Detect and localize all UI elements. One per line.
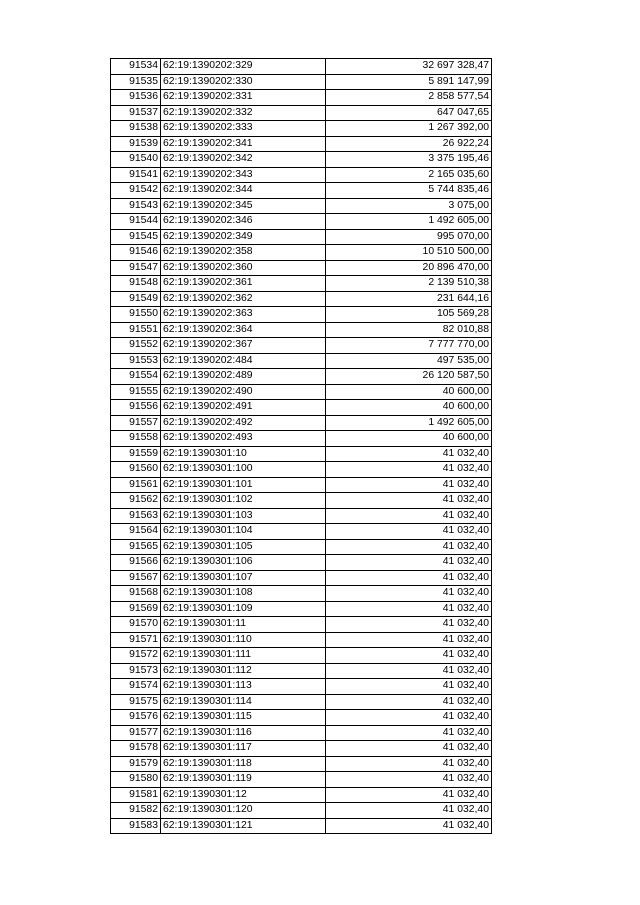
table-row [111, 307, 492, 323]
cadastral-number-cell: 62:19:1390301:116 [161, 725, 326, 741]
cadastral-value-cell: 41 032,40 [326, 586, 492, 602]
row-number-cell: 91577 [111, 725, 161, 741]
table-row [111, 276, 492, 292]
cadastral-value-cell: 5 744 835,46 [326, 183, 492, 199]
table-row [111, 121, 492, 137]
cadastral-value-cell: 41 032,40 [326, 710, 492, 726]
row-number-cell: 91557 [111, 415, 161, 431]
row-number-cell: 91546 [111, 245, 161, 261]
cadastral-value-cell: 41 032,40 [326, 679, 492, 695]
cadastral-number-cell: 62:19:1390202:489 [161, 369, 326, 385]
row-number-cell: 91573 [111, 663, 161, 679]
row-number-cell: 91542 [111, 183, 161, 199]
cadastral-number-cell: 62:19:1390202:491 [161, 400, 326, 416]
cadastral-number-cell: 62:19:1390301:101 [161, 477, 326, 493]
row-number-cell: 91535 [111, 74, 161, 90]
cadastral-number-cell: 62:19:1390301:111 [161, 648, 326, 664]
cadastral-value-cell: 41 032,40 [326, 524, 492, 540]
table-row [111, 539, 492, 555]
cadastral-number-cell: 62:19:1390301:10 [161, 446, 326, 462]
row-number-cell: 91539 [111, 136, 161, 152]
cadastral-value-cell: 26 120 587,50 [326, 369, 492, 385]
cadastral-number-cell: 62:19:1390301:112 [161, 663, 326, 679]
table-row [111, 570, 492, 586]
cadastral-number-cell: 62:19:1390301:102 [161, 493, 326, 509]
cadastral-number-cell: 62:19:1390301:109 [161, 601, 326, 617]
cadastral-value-cell: 647 047,65 [326, 105, 492, 121]
cadastral-number-cell: 62:19:1390202:492 [161, 415, 326, 431]
table-row [111, 756, 492, 772]
cadastral-value-cell: 2 858 577,54 [326, 90, 492, 106]
cadastral-value-cell: 5 891 147,99 [326, 74, 492, 90]
table-row [111, 710, 492, 726]
cadastral-number-cell: 62:19:1390301:105 [161, 539, 326, 555]
row-number-cell: 91576 [111, 710, 161, 726]
cadastral-value-cell: 105 569,28 [326, 307, 492, 323]
row-number-cell: 91564 [111, 524, 161, 540]
cadastral-number-cell: 62:19:1390202:345 [161, 198, 326, 214]
cadastral-value-cell: 231 644,16 [326, 291, 492, 307]
row-number-cell: 91558 [111, 431, 161, 447]
table-row [111, 601, 492, 617]
row-number-cell: 91562 [111, 493, 161, 509]
table-row [111, 772, 492, 788]
cadastral-number-cell: 62:19:1390301:104 [161, 524, 326, 540]
row-number-cell: 91551 [111, 322, 161, 338]
table-row [111, 152, 492, 168]
table-row [111, 694, 492, 710]
table-row [111, 167, 492, 183]
cadastral-value-cell: 82 010,88 [326, 322, 492, 338]
row-number-cell: 91579 [111, 756, 161, 772]
row-number-cell: 91567 [111, 570, 161, 586]
row-number-cell: 91537 [111, 105, 161, 121]
cadastral-number-cell: 62:19:1390202:343 [161, 167, 326, 183]
table-row [111, 787, 492, 803]
cadastral-value-cell: 41 032,40 [326, 539, 492, 555]
table-row [111, 632, 492, 648]
row-number-cell: 91555 [111, 384, 161, 400]
table-row [111, 493, 492, 509]
table-row [111, 725, 492, 741]
cadastral-value-cell: 20 896 470,00 [326, 260, 492, 276]
cadastral-number-cell: 62:19:1390301:12 [161, 787, 326, 803]
cadastral-value-cell: 41 032,40 [326, 787, 492, 803]
row-number-cell: 91578 [111, 741, 161, 757]
cadastral-value-cell: 7 777 770,00 [326, 338, 492, 354]
row-number-cell: 91560 [111, 462, 161, 478]
table-row [111, 679, 492, 695]
cadastral-value-table [110, 58, 492, 834]
row-number-cell: 91581 [111, 787, 161, 803]
cadastral-value-cell: 2 139 510,38 [326, 276, 492, 292]
table-row [111, 229, 492, 245]
cadastral-value-cell: 41 032,40 [326, 663, 492, 679]
cadastral-number-cell: 62:19:1390202:331 [161, 90, 326, 106]
cadastral-number-cell: 62:19:1390301:110 [161, 632, 326, 648]
row-number-cell: 91541 [111, 167, 161, 183]
cadastral-number-cell: 62:19:1390202:361 [161, 276, 326, 292]
cadastral-number-cell: 62:19:1390202:367 [161, 338, 326, 354]
cadastral-number-cell: 62:19:1390301:103 [161, 508, 326, 524]
table-row [111, 245, 492, 261]
cadastral-value-cell: 40 600,00 [326, 431, 492, 447]
cadastral-number-cell: 62:19:1390202:333 [161, 121, 326, 137]
table-row [111, 74, 492, 90]
cadastral-value-cell: 41 032,40 [326, 756, 492, 772]
cadastral-value-cell: 2 165 035,60 [326, 167, 492, 183]
cadastral-number-cell: 62:19:1390301:113 [161, 679, 326, 695]
cadastral-value-cell: 41 032,40 [326, 803, 492, 819]
table-row [111, 291, 492, 307]
cadastral-number-cell: 62:19:1390202:329 [161, 59, 326, 75]
cadastral-number-cell: 62:19:1390202:358 [161, 245, 326, 261]
row-number-cell: 91556 [111, 400, 161, 416]
cadastral-number-cell: 62:19:1390202:330 [161, 74, 326, 90]
table-row [111, 90, 492, 106]
cadastral-number-cell: 62:19:1390202:360 [161, 260, 326, 276]
cadastral-number-cell: 62:19:1390301:115 [161, 710, 326, 726]
cadastral-value-cell: 41 032,40 [326, 601, 492, 617]
table-row [111, 586, 492, 602]
cadastral-number-cell: 62:19:1390202:342 [161, 152, 326, 168]
cadastral-value-cell: 3 375 195,46 [326, 152, 492, 168]
cadastral-value-cell: 1 267 392,00 [326, 121, 492, 137]
cadastral-value-cell: 41 032,40 [326, 648, 492, 664]
table-row [111, 400, 492, 416]
row-number-cell: 91561 [111, 477, 161, 493]
row-number-cell: 91580 [111, 772, 161, 788]
row-number-cell: 91568 [111, 586, 161, 602]
row-number-cell: 91545 [111, 229, 161, 245]
cadastral-number-cell: 62:19:1390202:364 [161, 322, 326, 338]
table-row [111, 462, 492, 478]
row-number-cell: 91559 [111, 446, 161, 462]
row-number-cell: 91582 [111, 803, 161, 819]
cadastral-value-cell: 40 600,00 [326, 400, 492, 416]
cadastral-value-cell: 26 922,24 [326, 136, 492, 152]
cadastral-value-cell: 41 032,40 [326, 477, 492, 493]
row-number-cell: 91565 [111, 539, 161, 555]
cadastral-number-cell: 62:19:1390202:493 [161, 431, 326, 447]
cadastral-value-cell: 41 032,40 [326, 772, 492, 788]
table-row [111, 105, 492, 121]
table-row [111, 555, 492, 571]
cadastral-value-cell: 3 075,00 [326, 198, 492, 214]
cadastral-value-cell: 41 032,40 [326, 462, 492, 478]
table-row [111, 663, 492, 679]
table-row [111, 59, 492, 75]
table-row [111, 648, 492, 664]
table-row [111, 741, 492, 757]
row-number-cell: 91570 [111, 617, 161, 633]
table-row [111, 353, 492, 369]
row-number-cell: 91547 [111, 260, 161, 276]
table-row [111, 818, 492, 834]
row-number-cell: 91543 [111, 198, 161, 214]
table-row [111, 260, 492, 276]
row-number-cell: 91574 [111, 679, 161, 695]
row-number-cell: 91566 [111, 555, 161, 571]
cadastral-number-cell: 62:19:1390202:349 [161, 229, 326, 245]
row-number-cell: 91552 [111, 338, 161, 354]
cadastral-value-cell: 41 032,40 [326, 818, 492, 834]
table-row [111, 322, 492, 338]
table-row [111, 477, 492, 493]
row-number-cell: 91538 [111, 121, 161, 137]
row-number-cell: 91544 [111, 214, 161, 230]
cadastral-number-cell: 62:19:1390301:106 [161, 555, 326, 571]
cadastral-value-cell: 41 032,40 [326, 617, 492, 633]
row-number-cell: 91548 [111, 276, 161, 292]
cadastral-value-cell: 41 032,40 [326, 446, 492, 462]
cadastral-value-cell: 10 510 500,00 [326, 245, 492, 261]
cadastral-number-cell: 62:19:1390301:120 [161, 803, 326, 819]
cadastral-value-cell: 497 535,00 [326, 353, 492, 369]
cadastral-value-cell: 41 032,40 [326, 694, 492, 710]
cadastral-number-cell: 62:19:1390301:117 [161, 741, 326, 757]
row-number-cell: 91583 [111, 818, 161, 834]
cadastral-number-cell: 62:19:1390301:118 [161, 756, 326, 772]
cadastral-value-cell: 1 492 605,00 [326, 415, 492, 431]
table-row [111, 508, 492, 524]
cadastral-number-cell: 62:19:1390301:107 [161, 570, 326, 586]
cadastral-number-cell: 62:19:1390301:108 [161, 586, 326, 602]
row-number-cell: 91536 [111, 90, 161, 106]
cadastral-number-cell: 62:19:1390202:344 [161, 183, 326, 199]
cadastral-value-cell: 41 032,40 [326, 493, 492, 509]
row-number-cell: 91575 [111, 694, 161, 710]
table-row [111, 384, 492, 400]
table-row [111, 415, 492, 431]
cadastral-value-cell: 32 697 328,47 [326, 59, 492, 75]
cadastral-number-cell: 62:19:1390301:121 [161, 818, 326, 834]
table-row [111, 431, 492, 447]
cadastral-number-cell: 62:19:1390202:362 [161, 291, 326, 307]
table-row [111, 446, 492, 462]
cadastral-number-cell: 62:19:1390301:100 [161, 462, 326, 478]
cadastral-number-cell: 62:19:1390202:332 [161, 105, 326, 121]
table-row [111, 524, 492, 540]
cadastral-value-cell: 41 032,40 [326, 508, 492, 524]
cadastral-value-cell: 41 032,40 [326, 725, 492, 741]
cadastral-value-cell: 41 032,40 [326, 741, 492, 757]
cadastral-number-cell: 62:19:1390202:346 [161, 214, 326, 230]
row-number-cell: 91553 [111, 353, 161, 369]
table-body [111, 59, 492, 834]
cadastral-number-cell: 62:19:1390202:363 [161, 307, 326, 323]
table-row [111, 214, 492, 230]
row-number-cell: 91534 [111, 59, 161, 75]
cadastral-number-cell: 62:19:1390202:341 [161, 136, 326, 152]
cadastral-number-cell: 62:19:1390202:490 [161, 384, 326, 400]
table-row [111, 136, 492, 152]
table-row [111, 369, 492, 385]
row-number-cell: 91571 [111, 632, 161, 648]
cadastral-value-cell: 40 600,00 [326, 384, 492, 400]
cadastral-value-cell: 41 032,40 [326, 555, 492, 571]
cadastral-number-cell: 62:19:1390202:484 [161, 353, 326, 369]
table-row [111, 803, 492, 819]
cadastral-value-cell: 41 032,40 [326, 570, 492, 586]
table-row [111, 338, 492, 354]
cadastral-number-cell: 62:19:1390301:119 [161, 772, 326, 788]
row-number-cell: 91540 [111, 152, 161, 168]
table-row [111, 183, 492, 199]
cadastral-value-cell: 995 070,00 [326, 229, 492, 245]
row-number-cell: 91569 [111, 601, 161, 617]
cadastral-value-cell: 1 492 605,00 [326, 214, 492, 230]
row-number-cell: 91549 [111, 291, 161, 307]
table-row [111, 617, 492, 633]
cadastral-value-cell: 41 032,40 [326, 632, 492, 648]
row-number-cell: 91550 [111, 307, 161, 323]
row-number-cell: 91554 [111, 369, 161, 385]
row-number-cell: 91572 [111, 648, 161, 664]
table-row [111, 198, 492, 214]
row-number-cell: 91563 [111, 508, 161, 524]
cadastral-number-cell: 62:19:1390301:11 [161, 617, 326, 633]
cadastral-number-cell: 62:19:1390301:114 [161, 694, 326, 710]
